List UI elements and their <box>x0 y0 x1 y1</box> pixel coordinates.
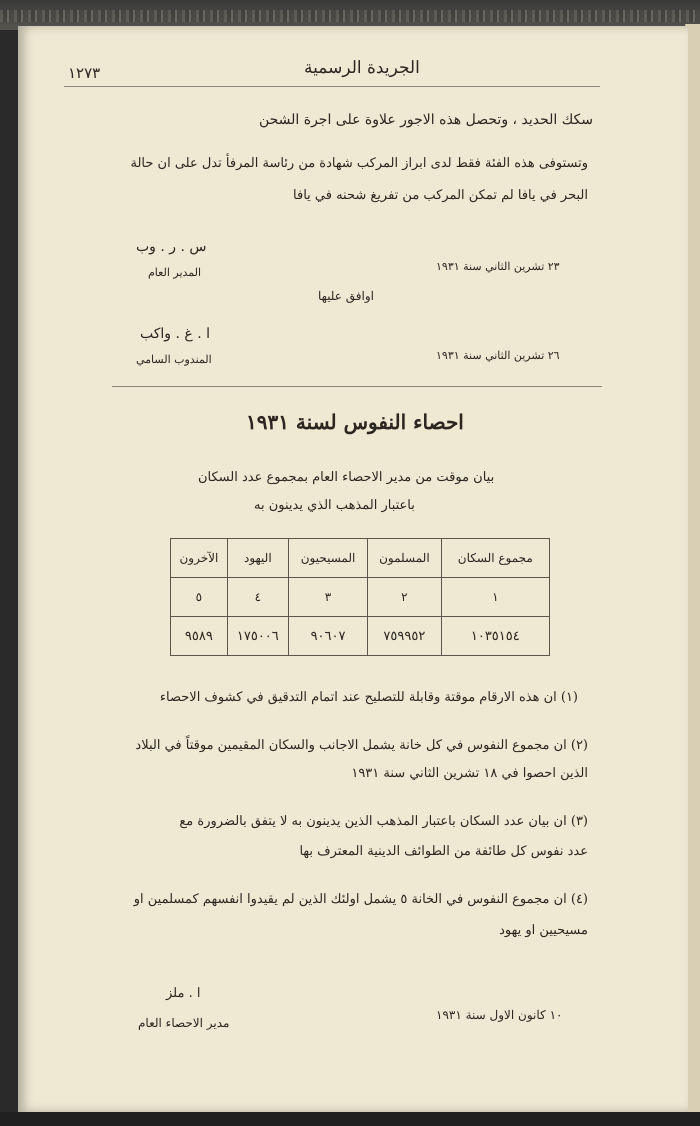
table-value-cell: ٧٥٩٩٥٢ <box>368 617 441 656</box>
note-1: (١) ان هذه الارقام موقتة وقابلة للتصليح عند اتمام التدقيق في كشوف الاحصاء <box>159 690 578 705</box>
table-index-cell: ٥ <box>171 578 228 617</box>
page-bottom-edge <box>0 1112 700 1126</box>
text-line: سكك الحديد ، وتحصل هذه الاجور علاوة على اجرة الشحن <box>258 112 593 128</box>
note-3-line2: عدد نفوس كل طائفة من الطوائف الدينية المعترف بها <box>299 844 588 859</box>
footer-date: ١٠ كانون الاول سنة ١٩٣١ <box>436 1008 563 1022</box>
table-value-cell: ١٧٥٠٠٦ <box>227 617 288 656</box>
note-4-line2: مسيحيين او يهود <box>499 923 588 938</box>
note-3-line1: (٣) ان بيان عدد السكان باعتبار المذهب الذين يدينون به لا يتفق بالضرورة مع <box>179 814 588 829</box>
table-header-cell: مجموع السكان <box>441 539 549 578</box>
table-header-row <box>171 539 550 578</box>
census-table <box>170 538 550 656</box>
census-heading: احصاء النفوس لسنة ١٩٣١ <box>246 410 464 434</box>
signatory-title: مدير الاحصاء العام <box>138 1016 230 1030</box>
table-index-cell: ٢ <box>368 578 441 617</box>
note-2-line1: (٢) ان مجموع النفوس في كل خانة يشمل الاجانب والسكان المقيمين موقتاً في البلاد <box>135 738 588 753</box>
table-header-cell: اليهود <box>227 539 288 578</box>
journal-title: الجريدة الرسمية <box>304 58 420 78</box>
signatory-name: س . ر . وب <box>136 239 207 255</box>
census-subtitle: باعتبار المذهب الذي يدينون به <box>254 498 415 513</box>
table-index-cell: ٤ <box>227 578 288 617</box>
approval-text: اوافق عليها <box>318 289 374 303</box>
text-line: وتستوفى هذه الفئة فقط لدى ابراز المركب شهادة من رئاسة المرفأ تدل على ان حالة <box>130 156 588 171</box>
note-4-line1: (٤) ان مجموع النفوس في الخانة ٥ يشمل اولئك الذين لم يقيدوا انفسهم كمسلمين او <box>133 892 588 907</box>
document-page <box>18 26 688 1112</box>
table-value-cell: ٩٥٨٩ <box>171 617 228 656</box>
signatory-title: المدير العام <box>148 266 202 279</box>
signature-date: ٢٣ تشرين الثاني سنة ١٩٣١ <box>436 260 560 273</box>
table-value-cell: ١٠٣٥١٥٤ <box>441 617 549 656</box>
signatory-name: ا . ملز <box>166 986 201 1001</box>
table-header-cell: الآخرون <box>171 539 228 578</box>
section-divider <box>112 386 602 387</box>
header-rule <box>64 86 600 87</box>
table-value-cell: ٩٠٦٠٧ <box>288 617 367 656</box>
text-line: البحر في يافا لم تمكن المركب من تفريغ شحنه في يافا <box>293 188 588 203</box>
table-header-cell: المسيحيون <box>288 539 367 578</box>
table-index-cell: ٣ <box>288 578 367 617</box>
note-2-line2: الذين احصوا في ١٨ تشرين الثاني سنة ١٩٣١ <box>351 766 588 781</box>
signatory-name: ا . غ . واكب <box>140 326 211 342</box>
census-subtitle: بيان موقت من مدير الاحصاء العام بمجموع عدد السكان <box>198 470 495 485</box>
page-number: ١٢٧٣ <box>68 64 101 82</box>
table-value-row <box>171 617 550 656</box>
table-index-cell: ١ <box>441 578 549 617</box>
signatory-title: المندوب السامي <box>136 353 212 366</box>
signature-date: ٢٦ تشرين الثاني سنة ١٩٣١ <box>436 349 560 362</box>
table-header-cell: المسلمون <box>368 539 441 578</box>
table-index-row <box>171 578 550 617</box>
